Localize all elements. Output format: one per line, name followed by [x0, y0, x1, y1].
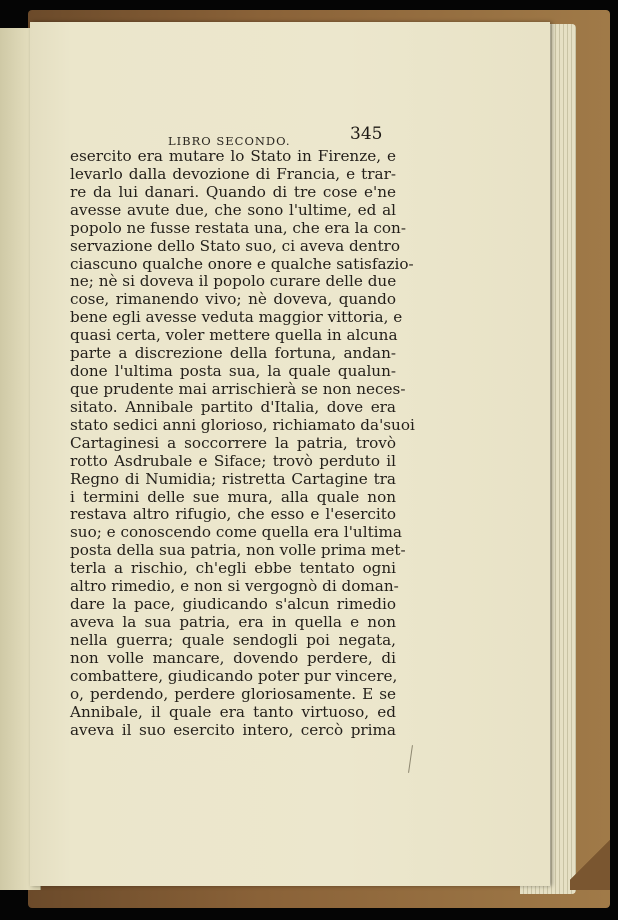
text-line: ciascuno qualche onore e qualche satisfazio-	[70, 254, 414, 273]
text-line: restava altro rifugio, che esso e l'esercito	[70, 505, 396, 524]
text-line: parte a discrezione della fortuna, andan-	[70, 344, 396, 363]
text-line: levarlo dalla devozione di Francia, e trar-	[70, 164, 396, 183]
running-title: LIBRO SECONDO.	[168, 134, 291, 148]
text-line: nella guerra; quale sendogli poi negata,	[70, 630, 396, 649]
text-line: o, perdendo, perdere gloriosamente. E se	[70, 684, 396, 703]
text-line: popolo ne fusse restata una, che era la con-	[70, 218, 406, 237]
text-line: altro rimedio, e non si vergognò di doman-	[70, 577, 399, 596]
text-line: stato sedici anni glorioso, richiamato da'suoi	[70, 415, 415, 434]
text-line: avesse avute due, che sono l'ultime, ed al	[70, 200, 396, 219]
text-line: combattere, giudicando poter pur vincere,	[70, 666, 398, 685]
text-line: done l'ultima posta sua, la quale qualun-	[70, 362, 396, 381]
text-line: cose, rimanendo vivo; nè doveva, quando	[70, 290, 396, 309]
text-line: rotto Asdrubale e Siface; trovò perduto il	[70, 451, 396, 470]
text-line: i termini delle sue mura, alla quale non	[70, 487, 396, 506]
text-line: aveva il suo esercito intero, cercò prima	[70, 720, 396, 739]
text-line: posta della sua patria, non volle prima met-	[70, 541, 406, 560]
text-line: bene egli avesse veduta maggior vittoria, e	[70, 308, 403, 327]
text-line: aveva la sua patria, era in quella e non	[70, 612, 396, 631]
text-line: non volle mancare, dovendo perdere, di	[70, 648, 396, 667]
text-line: Cartaginesi a soccorrere la patria, trovò	[70, 433, 396, 452]
text-line: Annibale, il quale era tanto virtuoso, ed	[70, 702, 396, 721]
body-text	[70, 147, 415, 739]
text-line: terla a rischio, ch'egli ebbe tentato ogni	[70, 559, 396, 578]
text-line: re da lui danari. Quando di tre cose e'ne	[70, 182, 396, 201]
text-line: servazione dello Stato suo, ci aveva dentro	[70, 236, 400, 255]
text-line: quasi certa, voler mettere quella in alcuna	[70, 326, 398, 345]
text-line: esercito era mutare lo Stato in Firenze, e	[70, 147, 396, 165]
text-line: Regno di Numidia; ristretta Cartagine tra	[70, 469, 396, 488]
text-line: que prudente mai arrischierà se non neces-	[70, 379, 406, 398]
text-line: ne; nè si doveva il popolo curare delle due	[70, 272, 397, 291]
page-number: 345	[350, 124, 383, 144]
text-line: dare la pace, giudicando s'alcun rimedio	[70, 595, 396, 614]
worn-corner	[570, 830, 610, 890]
text-line: sitato. Annibale partito d'Italia, dove era	[70, 397, 396, 416]
text-line: suo; e conoscendo come quella era l'ultima	[70, 523, 402, 542]
